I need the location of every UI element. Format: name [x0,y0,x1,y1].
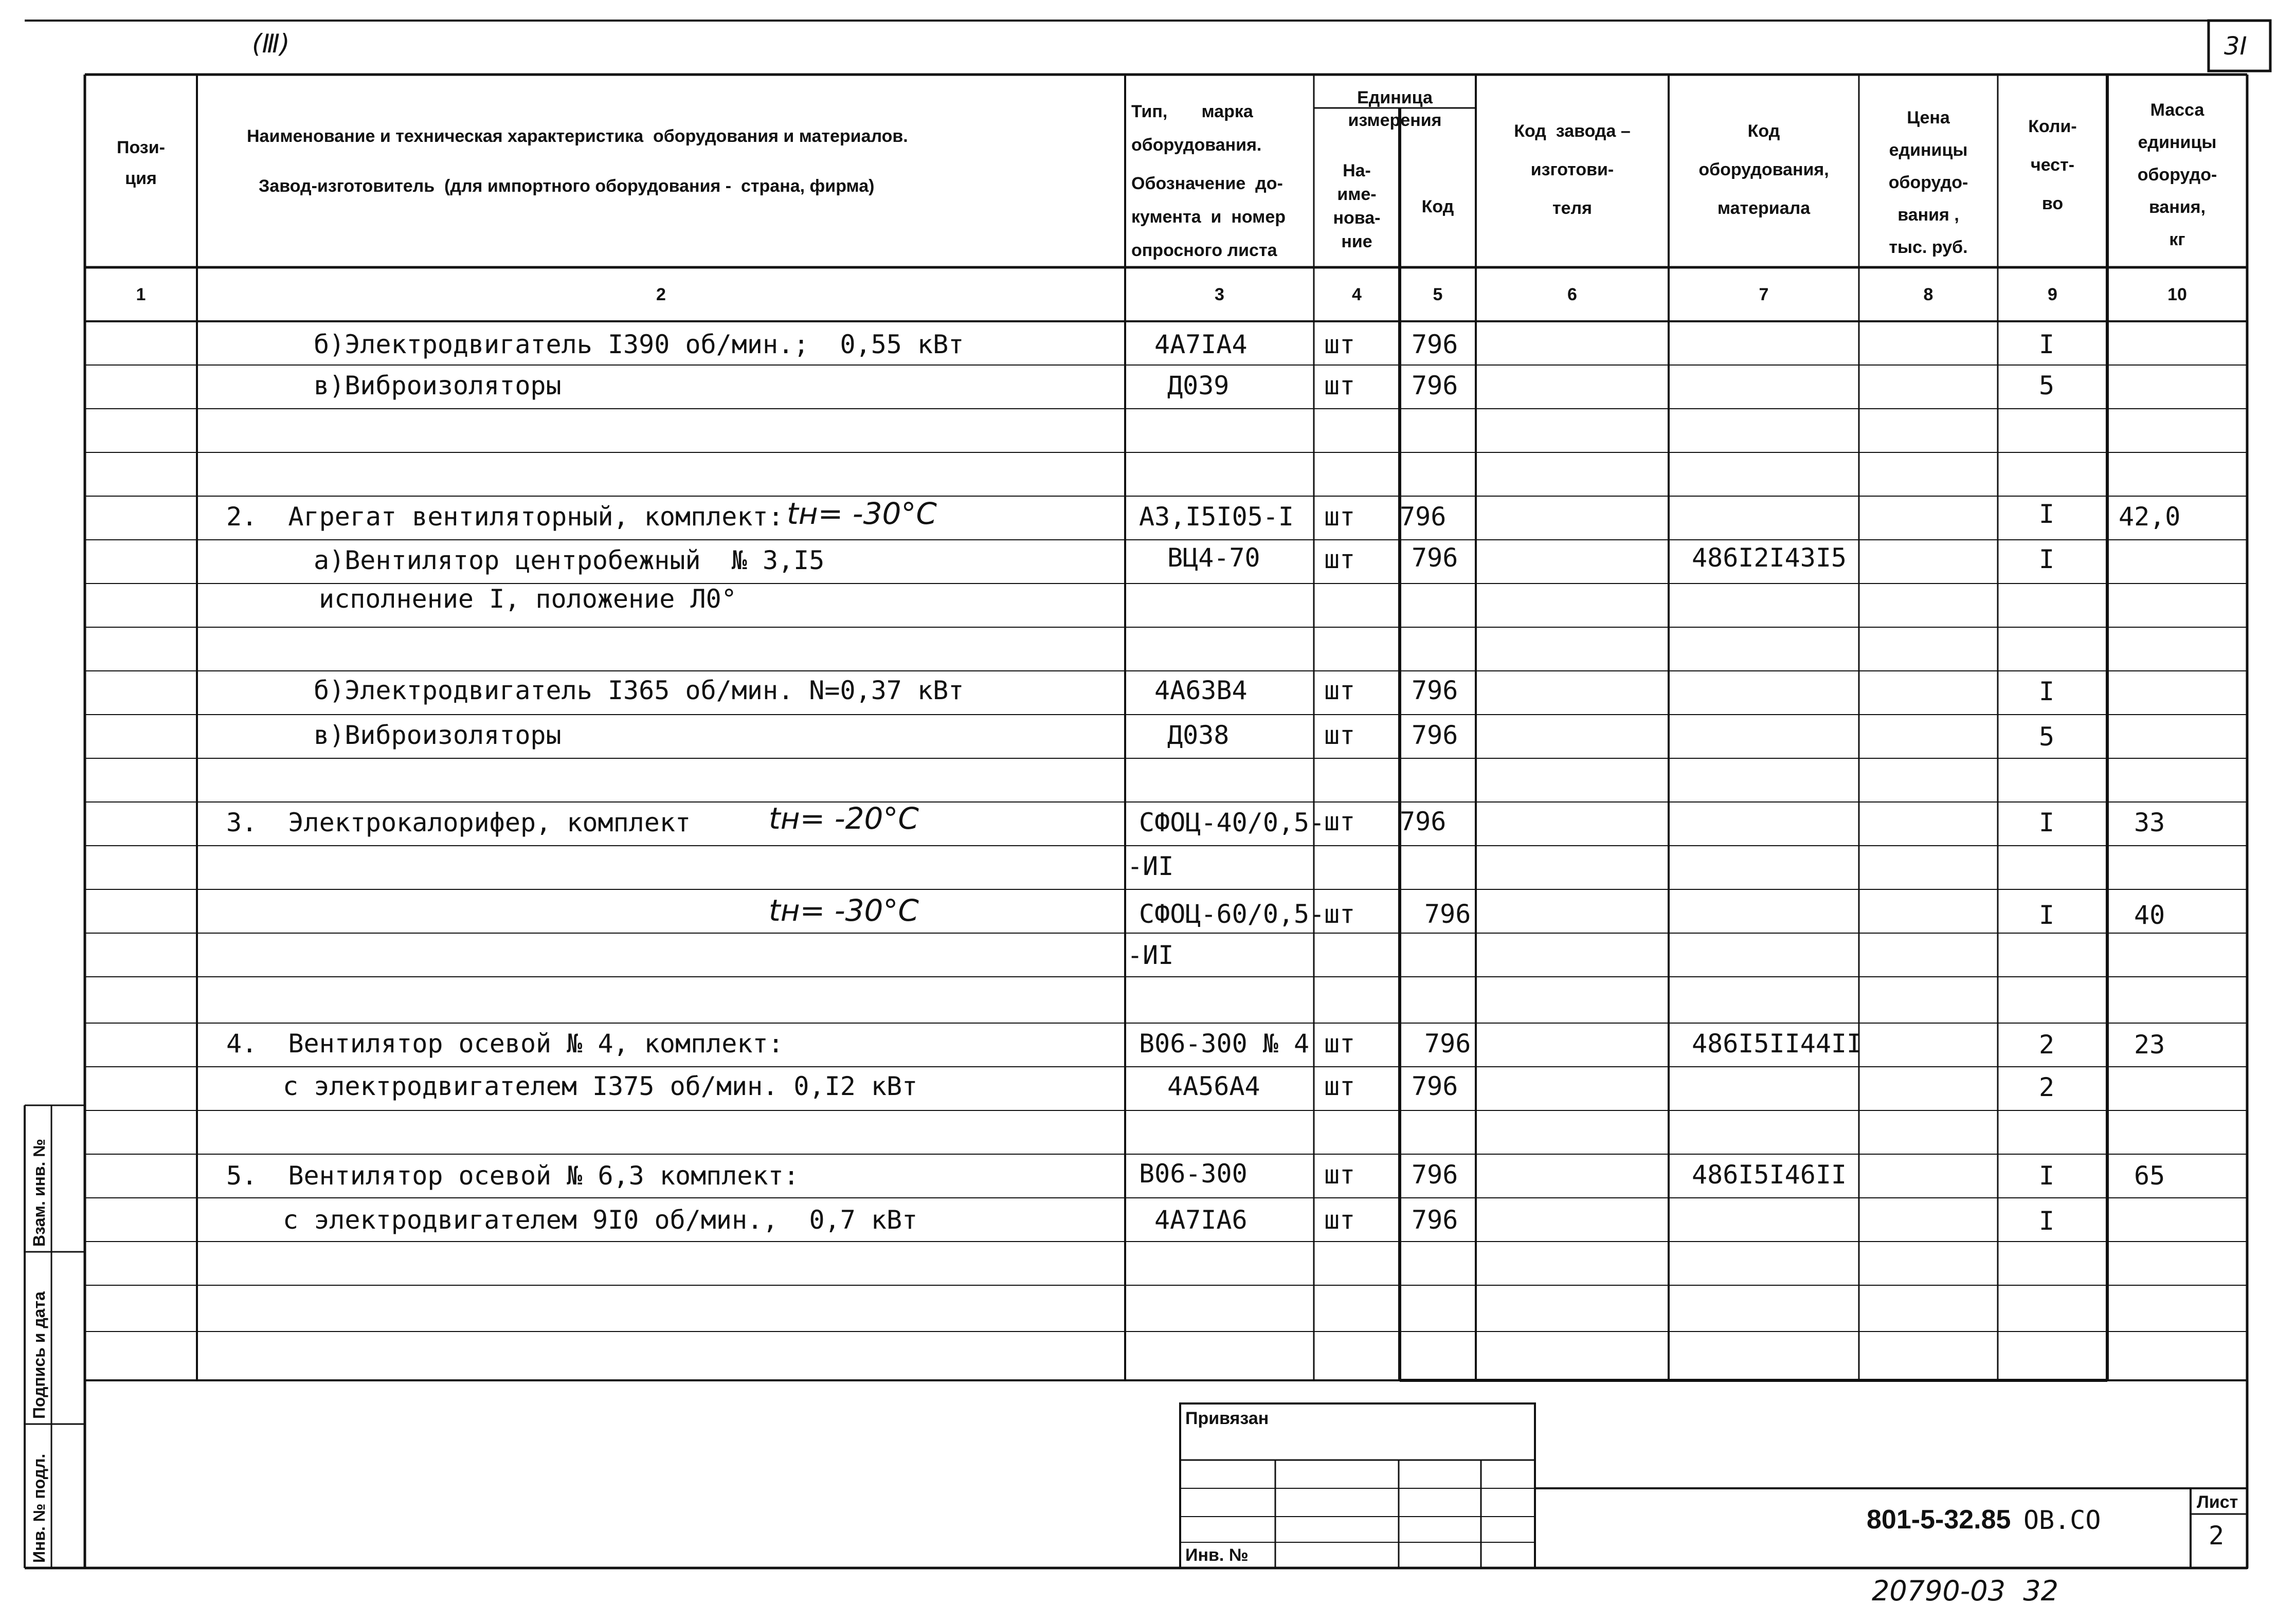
row-unit: шт [1324,676,1355,705]
header-col-type-4: кумента и номер [1131,207,1286,227]
row-unit: шт [1324,1205,1355,1235]
row-mass: 42,0 [2119,502,2181,532]
header-col-position: Пози- ция [117,138,165,188]
row-qty: I [2039,499,2055,529]
col-number-4: 4 [1352,285,1362,304]
stamp-inv-no: Инв. № [1185,1545,1249,1565]
header-col-unit-code: Код [1421,197,1454,216]
side-label-original-inv: Инв. № подл. [30,1453,48,1563]
row-qty: I [2039,330,2055,359]
row-name: 2. Агрегат вентиляторный, комплект: [226,502,784,532]
row-unit: шт [1324,1071,1355,1101]
row-unit: шт [1324,371,1355,400]
header-col-unit-name: На- име- нова- ние [1333,161,1381,251]
row-unit: шт [1324,899,1355,929]
row-mass: 33 [2134,808,2165,837]
header-col-price: Цена единицы оборудо- вания , тыс. руб. [1888,108,1968,257]
row-code: 796 [1424,899,1471,929]
header-col-name-line1: Наименование и техническая характеристика оборудования и материалов. [247,126,908,146]
col-number-2: 2 [656,285,666,304]
col-number-3: 3 [1215,285,1224,304]
row-qty: 2 [2039,1030,2055,1060]
row-type: 4А63В4 [1154,676,1248,705]
row-name: 3. Электрокалорифер, комплект [226,808,691,837]
row-code: 796 [1400,807,1447,836]
col-number-8: 8 [1923,285,1933,304]
row-type: 4А7IА6 [1154,1205,1248,1235]
row-qty: 5 [2039,722,2055,752]
row-type: -ИI [1127,940,1174,970]
row-name: в)Виброизоляторы [314,371,562,400]
row-mass: 23 [2134,1030,2165,1060]
row-type: А3,I5I05-I [1139,502,1294,532]
row-unit: шт [1324,720,1355,750]
row-type: СФОЦ-60/0,5- [1139,899,1325,929]
row-qty: 5 [2039,371,2055,400]
row-type: Д038 [1167,720,1230,750]
row-code: 796 [1412,371,1458,400]
col-number-10: 10 [2167,285,2187,304]
row-equipment-code: 486I2I43I5 [1692,543,1847,573]
row-code: 796 [1400,502,1447,532]
row-qty: I [2039,544,2055,574]
header-col-mass: Масса единицы оборудо- вания, кг [2137,100,2217,249]
row-code: 796 [1424,1029,1471,1059]
row-unit: шт [1324,1160,1355,1190]
header-col-quantity: Коли- чест- во [2028,117,2077,213]
row-temperature: tн= -20°С [769,801,919,836]
document-code: 801-5-32.85 [1867,1505,2011,1535]
header-unit-group: Единица измерения [1348,88,1442,131]
col-number-9: 9 [2048,285,2057,304]
section-mark: (Ⅲ) [252,29,290,59]
row-name: исполнение I, положение Л0° [319,584,737,614]
header-col-type-2: оборудования. [1131,135,1262,155]
row-code: 796 [1412,1205,1458,1235]
side-label-signature-date: Подпись и дата [30,1291,48,1419]
row-unit: шт [1324,544,1355,574]
row-type: В06-300 [1139,1159,1248,1189]
row-code: 796 [1412,676,1458,705]
header-col-type-5: опросного листа [1131,241,1277,260]
row-name: а)Вентилятор центробежный № 3,I5 [314,545,825,575]
header-col-equipment-code: Код оборудования, материала [1698,121,1829,218]
row-code: 796 [1412,543,1458,573]
row-unit: шт [1324,1029,1355,1059]
row-type: Д039 [1167,371,1230,400]
sheet-number: 2 [2209,1521,2225,1551]
row-qty: I [2039,900,2055,930]
row-name: б)Электродвигатель I390 об/мин.; 0,55 кВт [314,330,964,359]
row-unit: шт [1324,502,1355,532]
row-name: 5. Вентилятор осевой № 6,3 комплект: [226,1161,799,1191]
row-qty: 2 [2039,1072,2055,1102]
row-qty: I [2039,677,2055,706]
row-type: ВЦ4-70 [1167,543,1260,573]
document-code-suffix: ОВ.СО [2023,1505,2101,1535]
row-unit: шт [1324,807,1355,836]
row-name: б)Электродвигатель I365 об/мин. N=0,37 кВт [314,676,964,705]
row-type: В06-300 № 4 [1139,1029,1310,1059]
row-code: 796 [1412,1071,1458,1101]
row-qty: I [2039,808,2055,837]
row-qty: I [2039,1206,2055,1236]
row-type: СФОЦ-40/0,5- [1139,808,1325,837]
sheet-label: Лист [2197,1492,2238,1512]
side-label-replacement-inv: Взам. инв. № [30,1139,48,1247]
header-col-type-3: Обозначение до- [1131,174,1283,193]
header-col-factory-code: Код завода – изготови- теля [1514,121,1631,218]
row-code: 796 [1412,330,1458,359]
row-mass: 65 [2134,1161,2165,1191]
row-type: -ИI [1127,851,1174,881]
row-temperature: tн= -30°С [787,496,937,531]
sheet-corner-number: 3I [2224,32,2247,61]
col-number-1: 1 [136,285,146,304]
row-name: 4. Вентилятор осевой № 4, комплект: [226,1029,784,1059]
row-equipment-code: 486I5II44II [1692,1029,1863,1059]
col-number-6: 6 [1567,285,1577,304]
archive-number: 20790-03 32 [1872,1575,2059,1607]
row-name: с электродвигателем 9I0 об/мин., 0,7 кВт [283,1205,918,1235]
row-unit: шт [1324,330,1355,359]
row-code: 796 [1412,720,1458,750]
row-name: с электродвигателем I375 об/мин. 0,I2 кВт [283,1071,918,1101]
row-type: 4А7IА4 [1154,330,1248,359]
row-mass: 40 [2134,900,2165,930]
row-qty: I [2039,1161,2055,1191]
row-code: 796 [1412,1160,1458,1190]
row-type: 4А56А4 [1167,1071,1260,1101]
row-temperature: tн= -30°С [769,893,919,928]
header-col-name-line2: Завод-изготовитель (для импортного оборудования - страна, фирма) [259,176,875,196]
header-col-type-1: Тип, марка [1131,102,1253,121]
row-equipment-code: 486I5I46II [1692,1160,1847,1190]
col-number-7: 7 [1759,285,1769,304]
stamp-privyazan: Привязан [1185,1409,1269,1428]
col-number-5: 5 [1433,285,1443,304]
row-name: в)Виброизоляторы [314,720,562,750]
